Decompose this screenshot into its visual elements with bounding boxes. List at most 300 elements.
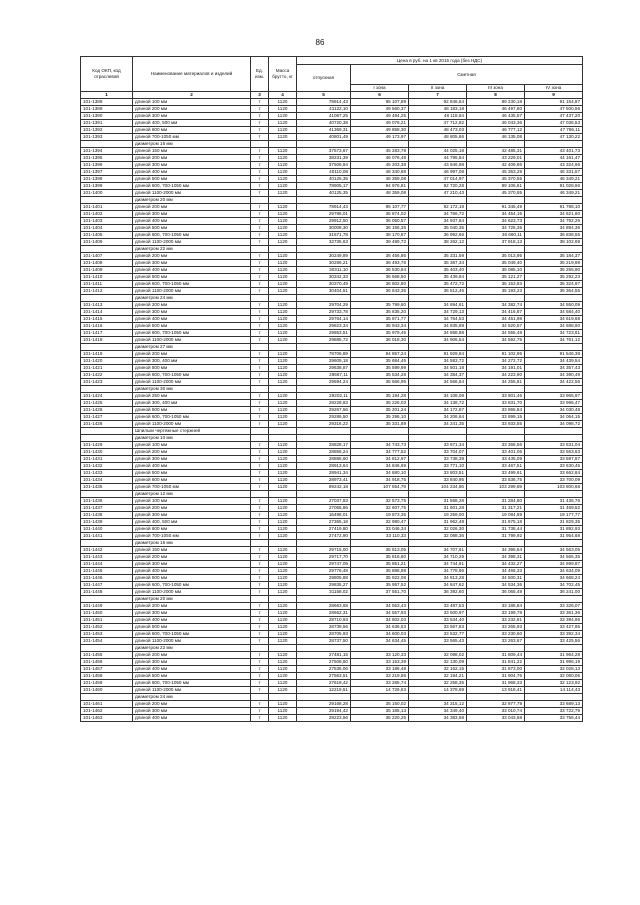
table-cell: 1120 — [269, 232, 297, 239]
table-cell: 19 259,00 — [409, 512, 467, 519]
table-cell: 35 219,98 — [525, 260, 583, 267]
table-cell: 101-1395 — [81, 155, 133, 162]
table-cell: 1120 — [269, 624, 297, 631]
table-cell: 34 636,53 — [351, 624, 409, 631]
table-cell: т — [251, 358, 269, 365]
table-cell: 101-1420 — [81, 358, 133, 365]
table-cell: 47 014,97 — [409, 176, 467, 183]
table-cell: 104 234,86 — [409, 484, 467, 491]
table-row — [81, 414, 583, 421]
table-cell: длиной 200 мм — [133, 554, 251, 561]
table-cell: длиной 1100-2000 мм — [133, 190, 251, 197]
table-cell: 28973,41 — [297, 477, 351, 484]
table-cell: 43 401,73 — [525, 148, 583, 155]
table-cell: т — [251, 680, 269, 687]
table-cell — [525, 344, 583, 351]
table-row — [81, 477, 583, 484]
table-cell: 1120 — [269, 169, 297, 176]
table-cell: 33 326,07 — [525, 603, 583, 610]
table-cell: 38 170,87 — [351, 232, 409, 239]
table-row — [81, 232, 583, 239]
table-cell: длиной 300 мм — [133, 260, 251, 267]
table-cell: 28828,17 — [297, 442, 351, 449]
table-cell: диаметром 20 мм — [133, 197, 251, 204]
table-cell — [251, 428, 269, 435]
table-cell: 41122,10 — [297, 106, 351, 113]
table-cell: 16498,01 — [297, 512, 351, 519]
table-cell: 40125,35 — [297, 190, 351, 197]
table-cell — [351, 694, 409, 701]
table-cell: 101-1428 — [81, 421, 133, 428]
table-cell: 101-1441 — [81, 533, 133, 540]
table-cell: т — [251, 463, 269, 470]
table-cell: диаметром 27 мм — [133, 344, 251, 351]
table-cell: 1120 — [269, 393, 297, 400]
table-cell: 101-1386 — [81, 99, 133, 106]
table-cell — [251, 596, 269, 603]
table-cell: 31 829,35 — [525, 519, 583, 526]
table-cell: 101-1432 — [81, 463, 133, 470]
table-cell: 38 102,69 — [525, 239, 583, 246]
table-cell: 34 520,57 — [467, 323, 525, 330]
table-cell: 78706,89 — [297, 351, 351, 358]
table-cell: 43 946,98 — [409, 162, 467, 169]
table-cell: 34 566,64 — [409, 379, 467, 386]
table-cell: длиной 400 мм — [133, 267, 251, 274]
table-row — [81, 659, 583, 666]
table-cell: 29776,48 — [297, 568, 351, 575]
table-cell: 34 688,60 — [525, 323, 583, 330]
table-cell: 1120 — [269, 183, 297, 190]
table-cell — [351, 645, 409, 652]
table-cell: 36 156,35 — [351, 225, 409, 232]
table-cell: 91 028,66 — [525, 183, 583, 190]
table-cell: т — [251, 498, 269, 505]
table-row — [81, 358, 583, 365]
table-cell: 34 602,03 — [351, 617, 409, 624]
table-cell: 42 409,86 — [467, 162, 525, 169]
table-cell: длиной 1100-2000 мм — [133, 638, 251, 645]
table-cell: 101-1401 — [81, 204, 133, 211]
table-cell: 13 918,41 — [467, 687, 525, 694]
table-cell: 34 918,75 — [351, 477, 409, 484]
table-cell — [81, 141, 133, 148]
table-cell: 95 107,77 — [351, 204, 409, 211]
table-cell: 101-1416 — [81, 323, 133, 330]
table-cell: 33 110,33 — [351, 533, 409, 540]
table-cell: 35 324,97 — [525, 281, 583, 288]
table-cell: 31 738,44 — [467, 526, 525, 533]
table-cell: 1120 — [269, 281, 297, 288]
table-cell: 49 494,25 — [351, 113, 409, 120]
table-cell: длиной 200 мм — [133, 106, 251, 113]
table-cell: 33 704,07 — [409, 449, 467, 456]
table-cell: 35 194,28 — [351, 393, 409, 400]
table-cell: длиной 600, 700-1050 мм — [133, 330, 251, 337]
table-cell: т — [251, 365, 269, 372]
table-cell: 44 161,47 — [525, 155, 583, 162]
table-cell: 101-1445 — [81, 568, 133, 575]
table-cell: 30008,30 — [297, 225, 351, 232]
table-cell: 101-1405 — [81, 232, 133, 239]
table-cell: т — [251, 393, 269, 400]
table-cell: 33 831,70 — [467, 400, 525, 407]
table-cell: 101-1397 — [81, 169, 133, 176]
section-row — [81, 491, 583, 498]
table-cell: 33 500,97 — [409, 610, 467, 617]
table-cell — [81, 645, 133, 652]
table-cell: 1120 — [269, 708, 297, 715]
table-cell: т — [251, 302, 269, 309]
table-cell: 48 359,08 — [351, 190, 409, 197]
table-cell: 89242,18 — [297, 484, 351, 491]
table-cell: 12219,51 — [297, 687, 351, 694]
table-row — [81, 183, 583, 190]
table-row — [81, 204, 583, 211]
table-cell: 34 621,60 — [525, 211, 583, 218]
table-cell: 1120 — [269, 687, 297, 694]
table-cell: 33 394,66 — [525, 617, 583, 624]
table-cell: 34 422,56 — [525, 379, 583, 386]
table-cell: 101-1389 — [81, 106, 133, 113]
table-cell: 48 340,68 — [351, 169, 409, 176]
table-cell: 32 098,02 — [409, 652, 467, 659]
table-cell: 1120 — [269, 554, 297, 561]
table-cell: длиной 600 мм — [133, 127, 251, 134]
table-cell — [409, 141, 467, 148]
table-cell: 33 120,33 — [351, 652, 409, 659]
col-number: 4 — [269, 92, 297, 99]
table-row — [81, 176, 583, 183]
table-cell: 27508,60 — [297, 659, 351, 666]
table-cell: длиной 400, 500 мм — [133, 120, 251, 127]
table-cell: 33 536,75 — [467, 477, 525, 484]
table-cell: т — [251, 554, 269, 561]
table-cell: 33 771,10 — [409, 463, 467, 470]
table-cell: 49 560,37 — [351, 106, 409, 113]
table-cell: 48 183,18 — [409, 106, 467, 113]
table-cell: 101-1413 — [81, 302, 133, 309]
table-cell: 36 568,50 — [351, 274, 409, 281]
table-cell: 47 036,53 — [525, 120, 583, 127]
table-cell: диаметром 12 мм — [133, 491, 251, 498]
table-cell: длиной 300 мм — [133, 708, 251, 715]
table-cell: 34 725,35 — [467, 225, 525, 232]
table-cell: т — [251, 183, 269, 190]
table-cell: 32 088,36 — [409, 533, 467, 540]
table-row — [81, 162, 583, 169]
table-cell: длиной 400 мм — [133, 617, 251, 624]
table-cell — [297, 491, 351, 498]
table-cell: т — [251, 148, 269, 155]
table-cell — [409, 540, 467, 547]
table-cell: 101-1409 — [81, 267, 133, 274]
table-cell: 32 123,92 — [525, 680, 583, 687]
table-cell: 29286,50 — [297, 414, 351, 421]
table-cell: диаметром 22 мм — [133, 246, 251, 253]
table-cell: 1120 — [269, 372, 297, 379]
table-row — [81, 225, 583, 232]
table-cell: 33 899,15 — [467, 414, 525, 421]
table-cell: 41369,31 — [297, 127, 351, 134]
table-cell — [251, 435, 269, 442]
table-cell: 36 018,30 — [351, 337, 409, 344]
table-cell: т — [251, 288, 269, 295]
table-cell: 33 392,34 — [525, 631, 583, 638]
table-cell: 1120 — [269, 120, 297, 127]
table-cell: 101-1427 — [81, 414, 133, 421]
table-cell: т — [251, 687, 269, 694]
table-cell: 40801,49 — [297, 134, 351, 141]
table-cell: 31 284,80 — [467, 498, 525, 505]
section-row — [81, 141, 583, 148]
table-cell: 32 060,06 — [525, 673, 583, 680]
table-cell: 34 668,24 — [525, 575, 583, 582]
table-cell — [81, 295, 133, 302]
table-cell: 33 219,56 — [351, 673, 409, 680]
table-cell: 1120 — [269, 617, 297, 624]
table-cell — [251, 386, 269, 393]
table-cell: 101-1421 — [81, 365, 133, 372]
table-cell: 42 485,31 — [467, 148, 525, 155]
table-cell: 1120 — [269, 512, 297, 519]
table-cell: 1120 — [269, 113, 297, 120]
table-cell: т — [251, 414, 269, 421]
table-cell — [269, 645, 297, 652]
table-cell: 35 220,25 — [351, 715, 409, 722]
table-cell: диаметром 16 мм — [133, 141, 251, 148]
section-row — [81, 386, 583, 393]
table-cell: 91 929,84 — [409, 351, 467, 358]
table-cell — [351, 428, 409, 435]
table-cell: 1120 — [269, 547, 297, 554]
table-cell: 40720,38 — [297, 120, 351, 127]
table-cell — [251, 540, 269, 547]
table-cell: длиной 400 мм — [133, 316, 251, 323]
table-cell: 47 712,82 — [409, 120, 467, 127]
table-cell: длиной 600 мм — [133, 477, 251, 484]
table-cell: 14 726,63 — [351, 687, 409, 694]
section-row — [81, 596, 583, 603]
table-cell: 34 501,18 — [409, 365, 467, 372]
table-cell: 1120 — [269, 477, 297, 484]
table-cell: 33 467,51 — [467, 463, 525, 470]
table-cell — [525, 596, 583, 603]
table-cell: диаметром 30 мм — [133, 386, 251, 393]
table-cell — [467, 435, 525, 442]
table-cell: 1120 — [269, 162, 297, 169]
table-cell: 34 778,96 — [409, 568, 467, 575]
header-code: Код ОКП, код отраслевой — [81, 57, 133, 92]
table-cell: 101-1439 — [81, 519, 133, 526]
table-cell: 34 583,72 — [409, 358, 467, 365]
table-cell: 1120 — [269, 680, 297, 687]
table-cell: 33 265,93 — [467, 624, 525, 631]
table-cell: т — [251, 337, 269, 344]
table-cell — [269, 491, 297, 498]
column-number-row — [81, 92, 583, 99]
table-cell: 35 943,34 — [351, 323, 409, 330]
table-cell: длиной 500 мм — [133, 365, 251, 372]
table-cell: 33 153,39 — [351, 659, 409, 666]
table-cell — [251, 645, 269, 652]
table-cell: 34 707,61 — [409, 547, 467, 554]
table-cell — [269, 141, 297, 148]
table-cell: 101-1452 — [81, 624, 133, 631]
table-row — [81, 582, 583, 589]
table-cell: длиной 600, 700-1050 мм — [133, 582, 251, 589]
table-cell: 1120 — [269, 218, 297, 225]
table-cell: 27365,18 — [297, 519, 351, 526]
table-row — [81, 498, 583, 505]
table-cell: 34 550,09 — [525, 302, 583, 309]
table-cell: длиной 700-1050 мм — [133, 134, 251, 141]
table-cell: длиной 500 мм — [133, 470, 251, 477]
table-cell: т — [251, 421, 269, 428]
table-cell: 35 813,05 — [351, 547, 409, 554]
table-row — [81, 673, 583, 680]
table-cell: 29316,22 — [297, 421, 351, 428]
table-cell: 101-1458 — [81, 673, 133, 680]
table-cell: 34 416,87 — [467, 309, 525, 316]
table-cell: длиной 300 мм — [133, 659, 251, 666]
table-cell: 28739,56 — [297, 624, 351, 631]
table-cell: 101-1417 — [81, 330, 133, 337]
table-cell: 31 968,33 — [467, 680, 525, 687]
table-cell: 29717,70 — [297, 554, 351, 561]
table-cell: длиной 500 мм — [133, 323, 251, 330]
table-cell: 36 241,00 — [525, 589, 583, 596]
header-estimate: Сметная — [351, 65, 583, 85]
table-cell: 33 499,61 — [467, 470, 525, 477]
table-cell — [525, 694, 583, 701]
col-number: 3 — [251, 92, 269, 99]
table-cell: 1120 — [269, 701, 297, 708]
table-cell: 46 349,21 — [525, 190, 583, 197]
table-cell: 33 427,95 — [525, 624, 583, 631]
table-cell: 34 619,68 — [525, 316, 583, 323]
section-row — [81, 694, 583, 701]
table-cell: т — [251, 274, 269, 281]
table-cell: 34 710,29 — [409, 554, 467, 561]
table-cell: 101-1444 — [81, 561, 133, 568]
table-cell: диаметром 20 мм — [133, 596, 251, 603]
table-cell: длиной 200 мм — [133, 155, 251, 162]
table-cell: 101-1462 — [81, 708, 133, 715]
table-cell: 31 954,68 — [525, 533, 583, 540]
table-cell: 34 206,64 — [409, 414, 467, 421]
table-row — [81, 134, 583, 141]
table-cell: 92 172,18 — [409, 204, 467, 211]
table-row — [81, 393, 583, 400]
table-cell: т — [251, 260, 269, 267]
table-cell: 1120 — [269, 421, 297, 428]
table-cell: 35 049,40 — [467, 260, 525, 267]
table-cell: 101-1390 — [81, 113, 133, 120]
table-cell: 46 043,36 — [467, 120, 525, 127]
table-cell: 33 043,68 — [467, 715, 525, 722]
table-cell: 35 364,55 — [525, 288, 583, 295]
table-cell: 101-1454 — [81, 638, 133, 645]
table-row — [81, 533, 583, 540]
table-cell: 31 962,48 — [409, 519, 467, 526]
table-cell: длиной 1100-2000 мм — [133, 337, 251, 344]
table-cell: 31158,02 — [297, 589, 351, 596]
table-cell: 101-1433 — [81, 470, 133, 477]
table-cell: 35 085,10 — [467, 267, 525, 274]
table-cell: 1120 — [269, 253, 297, 260]
table-row — [81, 617, 583, 624]
table-cell: 46 349,21 — [525, 176, 583, 183]
table-cell: 101-1404 — [81, 225, 133, 232]
table-cell: 33 531,04 — [525, 442, 583, 449]
table-cell: длиной 500 мм — [133, 407, 251, 414]
table-row — [81, 547, 583, 554]
table-cell: 29747,09 — [297, 561, 351, 568]
table-cell: 35 331,89 — [351, 421, 409, 428]
table-row — [81, 351, 583, 358]
table-cell: 14 378,69 — [409, 687, 467, 694]
table-cell: 34 894,36 — [525, 225, 583, 232]
table-cell: 31 996,19 — [525, 659, 583, 666]
table-cell — [525, 645, 583, 652]
table-cell: 32 130,09 — [409, 659, 467, 666]
table-cell: 31 601,28 — [409, 505, 467, 512]
table-cell: 1120 — [269, 652, 297, 659]
table-row — [81, 512, 583, 519]
table-cell: 41067,25 — [297, 113, 351, 120]
table-cell: длиной 1100-2000 мм — [133, 421, 251, 428]
col-number: 5 — [297, 92, 351, 99]
table-cell: 1120 — [269, 365, 297, 372]
table-cell: 29885,72 — [297, 337, 351, 344]
price-table — [80, 56, 583, 722]
table-cell: 34 390,49 — [525, 372, 583, 379]
table-cell: 33 671,34 — [409, 442, 467, 449]
table-cell — [525, 540, 583, 547]
table-cell: 34 064,15 — [525, 414, 583, 421]
table-cell: 1120 — [269, 603, 297, 610]
table-cell: длиной 500 мм — [133, 673, 251, 680]
col-number: 6 — [351, 92, 409, 99]
table-cell: 1120 — [269, 666, 297, 673]
table-cell: 34 315,12 — [409, 701, 467, 708]
table-cell: 29704,29 — [297, 302, 351, 309]
table-cell: 27419,80 — [297, 526, 351, 533]
table-cell: 28885,60 — [297, 456, 351, 463]
table-cell: 29609,18 — [297, 358, 351, 365]
table-cell — [409, 596, 467, 603]
table-cell: 32 028,13 — [525, 666, 583, 673]
table-cell: 36 602,50 — [351, 281, 409, 288]
table-cell: 34 382,74 — [467, 302, 525, 309]
table-cell — [297, 386, 351, 393]
table-cell: 35 439,84 — [409, 274, 467, 281]
table-cell: 34 868,88 — [409, 330, 467, 337]
table-row — [81, 99, 583, 106]
table-cell: 101-1392 — [81, 127, 133, 134]
table-cell — [269, 435, 297, 442]
table-cell: 34 792,26 — [525, 218, 583, 225]
table-cell: 32 026,30 — [409, 526, 467, 533]
table-cell: 92 846,64 — [409, 99, 467, 106]
table-cell: 101-1457 — [81, 666, 133, 673]
table-cell: т — [251, 204, 269, 211]
table-cell: 31 469,52 — [525, 505, 583, 512]
table-cell: 31 568,28 — [409, 498, 467, 505]
table-cell: длиной 300, 400 мм — [133, 400, 251, 407]
table-cell: длиной 600, 700-1050 мм — [133, 281, 251, 288]
